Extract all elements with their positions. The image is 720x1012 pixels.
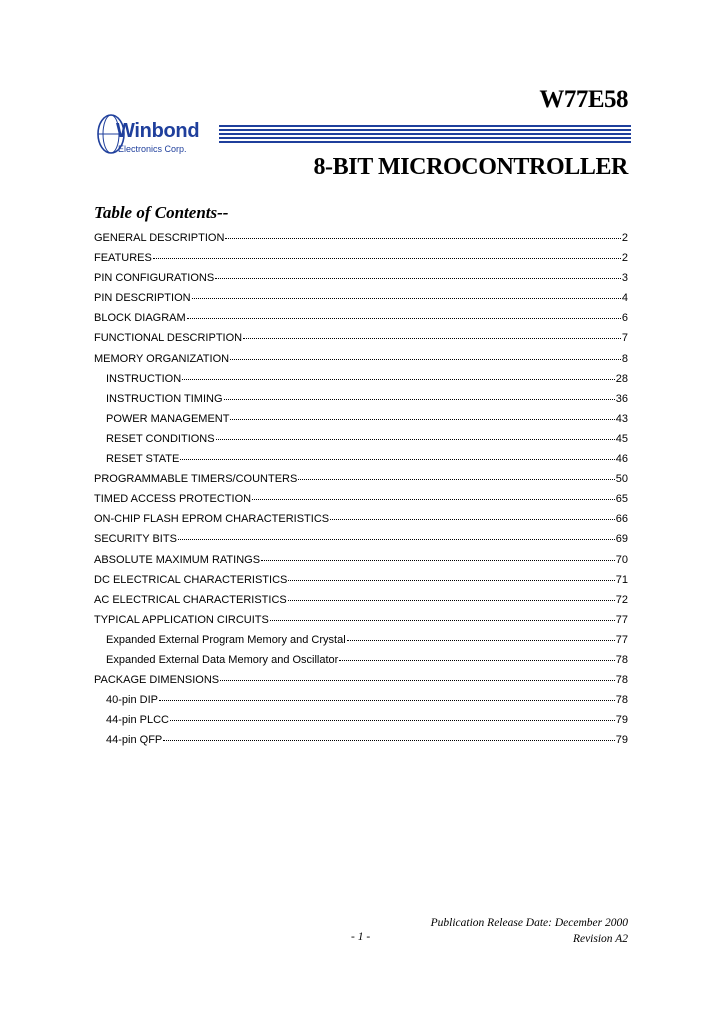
toc-entry[interactable]	[94, 373, 628, 393]
toc-entry[interactable]	[94, 252, 628, 272]
toc-leader-dots	[215, 277, 621, 279]
toc-entry[interactable]	[94, 232, 628, 252]
toc-entry[interactable]	[94, 734, 628, 754]
toc-entry-page: 45	[615, 432, 628, 445]
logo-rule-lines	[219, 125, 631, 145]
toc-entry-label: GENERAL DESCRIPTION	[94, 232, 225, 244]
toc-entry-label: RESET CONDITIONS	[106, 432, 215, 445]
toc-entry-page: 78	[615, 653, 628, 666]
toc-leader-dots	[153, 257, 621, 259]
toc-entry-label: PROGRAMMABLE TIMERS/COUNTERS	[94, 473, 298, 486]
logo-subtitle: Electronics Corp.	[118, 144, 187, 154]
toc-leader-dots	[347, 639, 615, 641]
toc-entry-page: 3	[621, 272, 628, 285]
toc-entry[interactable]	[94, 413, 628, 433]
toc-entry-page: 70	[615, 553, 628, 566]
toc-entry[interactable]	[94, 433, 628, 453]
toc-leader-dots	[225, 237, 620, 239]
toc-entry-label: ABSOLUTE MAXIMUM RATINGS	[94, 553, 261, 566]
toc-leader-dots	[159, 699, 615, 701]
toc-leader-dots	[182, 378, 615, 380]
toc-leader-dots	[261, 559, 615, 561]
toc-entry-page: 77	[615, 633, 628, 646]
toc-entry[interactable]	[94, 614, 628, 634]
toc-entry-page: 4	[621, 292, 628, 305]
toc-entry[interactable]	[94, 513, 628, 533]
toc-entry-label: Expanded External Data Memory and Oscillator	[106, 653, 339, 666]
toc-entry-label: SECURITY BITS	[94, 533, 177, 546]
toc-entry-label: ON-CHIP FLASH EPROM CHARACTERISTICS	[94, 513, 330, 526]
toc-leader-dots	[220, 679, 615, 681]
toc-entry-label: PIN CONFIGURATIONS	[94, 272, 215, 285]
toc-leader-dots	[298, 478, 614, 480]
toc-entry-label: PIN DESCRIPTION	[94, 292, 191, 305]
toc-entry-page: 28	[615, 372, 628, 385]
toc-entry[interactable]	[94, 292, 628, 312]
toc-leader-dots	[252, 498, 615, 500]
toc-entry[interactable]	[94, 272, 628, 292]
toc-entry-label: RESET STATE	[106, 453, 180, 466]
toc-entry-page: 78	[615, 694, 628, 707]
toc-entry[interactable]	[94, 453, 628, 473]
revision-label: Revision A2	[572, 933, 628, 945]
toc-leader-dots	[288, 579, 614, 581]
toc-entry-page: 69	[615, 533, 628, 546]
toc-entry[interactable]	[94, 694, 628, 714]
toc-entry-page: 79	[615, 714, 628, 727]
toc-entry[interactable]	[94, 533, 628, 553]
toc-entry-page: 71	[615, 573, 628, 586]
toc-leader-dots	[243, 337, 621, 339]
toc-leader-dots	[170, 719, 615, 721]
toc-entry[interactable]	[94, 353, 628, 373]
toc-leader-dots	[163, 739, 615, 741]
toc-leader-dots	[330, 518, 615, 520]
toc-entry-page: 78	[615, 674, 628, 687]
footer-info	[431, 915, 628, 947]
toc-entry[interactable]	[94, 393, 628, 413]
toc-leader-dots	[187, 317, 621, 319]
toc-leader-dots	[224, 398, 615, 400]
toc-entry-page: 66	[615, 513, 628, 526]
table-of-contents	[94, 232, 628, 754]
toc-entry-label: DC ELECTRICAL CHARACTERISTICS	[94, 573, 288, 586]
toc-entry[interactable]	[94, 332, 628, 352]
toc-entry[interactable]	[94, 554, 628, 574]
toc-entry-page: 7	[621, 332, 628, 345]
toc-entry-page: 46	[615, 453, 628, 466]
toc-entry-label: 44-pin PLCC	[106, 714, 169, 727]
toc-entry-label: 40-pin DIP	[106, 694, 158, 707]
winbond-logo	[96, 113, 631, 158]
toc-entry[interactable]	[94, 714, 628, 734]
toc-entry-label: Expanded External Program Memory and Crystal	[106, 633, 346, 646]
toc-leader-dots	[288, 599, 615, 601]
toc-entry-page: 77	[615, 613, 628, 626]
toc-entry-label: TIMED ACCESS PROTECTION	[94, 493, 252, 506]
toc-entry-label: BLOCK DIAGRAM	[94, 312, 186, 325]
toc-entry-page: 2	[621, 252, 628, 265]
toc-entry-page: 43	[615, 412, 628, 425]
toc-leader-dots	[270, 619, 615, 621]
toc-entry-label: INSTRUCTION TIMING	[106, 392, 223, 405]
toc-entry-page: 36	[615, 392, 628, 405]
toc-entry-label: MEMORY ORGANIZATION	[94, 352, 230, 365]
toc-entry-page: 50	[615, 473, 628, 486]
toc-entry-label: POWER MANAGEMENT	[106, 412, 230, 425]
toc-entry-page: 65	[615, 493, 628, 506]
toc-entry-label: INSTRUCTION	[106, 372, 182, 385]
publication-release-date: Publication Release Date: December 2000	[430, 917, 628, 929]
toc-entry-page: 72	[615, 593, 628, 606]
toc-leader-dots	[339, 659, 614, 661]
toc-heading: Table of Contents--	[94, 203, 229, 222]
toc-leader-dots	[216, 438, 615, 440]
toc-entry-page: 6	[621, 312, 628, 325]
document-title: 8-BIT MICROCONTROLLER	[313, 154, 628, 180]
part-number: W77E58	[539, 86, 628, 113]
toc-leader-dots	[178, 538, 615, 540]
toc-entry[interactable]	[94, 473, 628, 493]
toc-entry-label: FUNCTIONAL DESCRIPTION	[94, 332, 243, 345]
page-number: - 1 -	[351, 931, 371, 943]
toc-entry[interactable]	[94, 634, 628, 654]
toc-entry[interactable]	[94, 674, 628, 694]
toc-leader-dots	[192, 297, 621, 299]
toc-entry-label: TYPICAL APPLICATION CIRCUITS	[94, 613, 269, 626]
toc-entry[interactable]	[94, 594, 628, 614]
toc-entry[interactable]	[94, 654, 628, 674]
toc-leader-dots	[180, 458, 614, 460]
toc-entry-page: 2	[621, 232, 628, 244]
toc-entry-page: 8	[621, 352, 628, 365]
toc-entry-label: AC ELECTRICAL CHARACTERISTICS	[94, 593, 287, 606]
logo-wordmark: Winbond	[116, 120, 200, 142]
toc-entry-label: FEATURES	[94, 252, 152, 265]
toc-entry[interactable]	[94, 493, 628, 513]
toc-leader-dots	[230, 418, 614, 420]
toc-entry[interactable]	[94, 574, 628, 594]
toc-entry-page: 79	[615, 734, 628, 747]
toc-leader-dots	[230, 358, 621, 360]
toc-entry[interactable]	[94, 312, 628, 332]
toc-entry-label: 44-pin QFP	[106, 734, 163, 747]
toc-entry-label: PACKAGE DIMENSIONS	[94, 674, 220, 687]
